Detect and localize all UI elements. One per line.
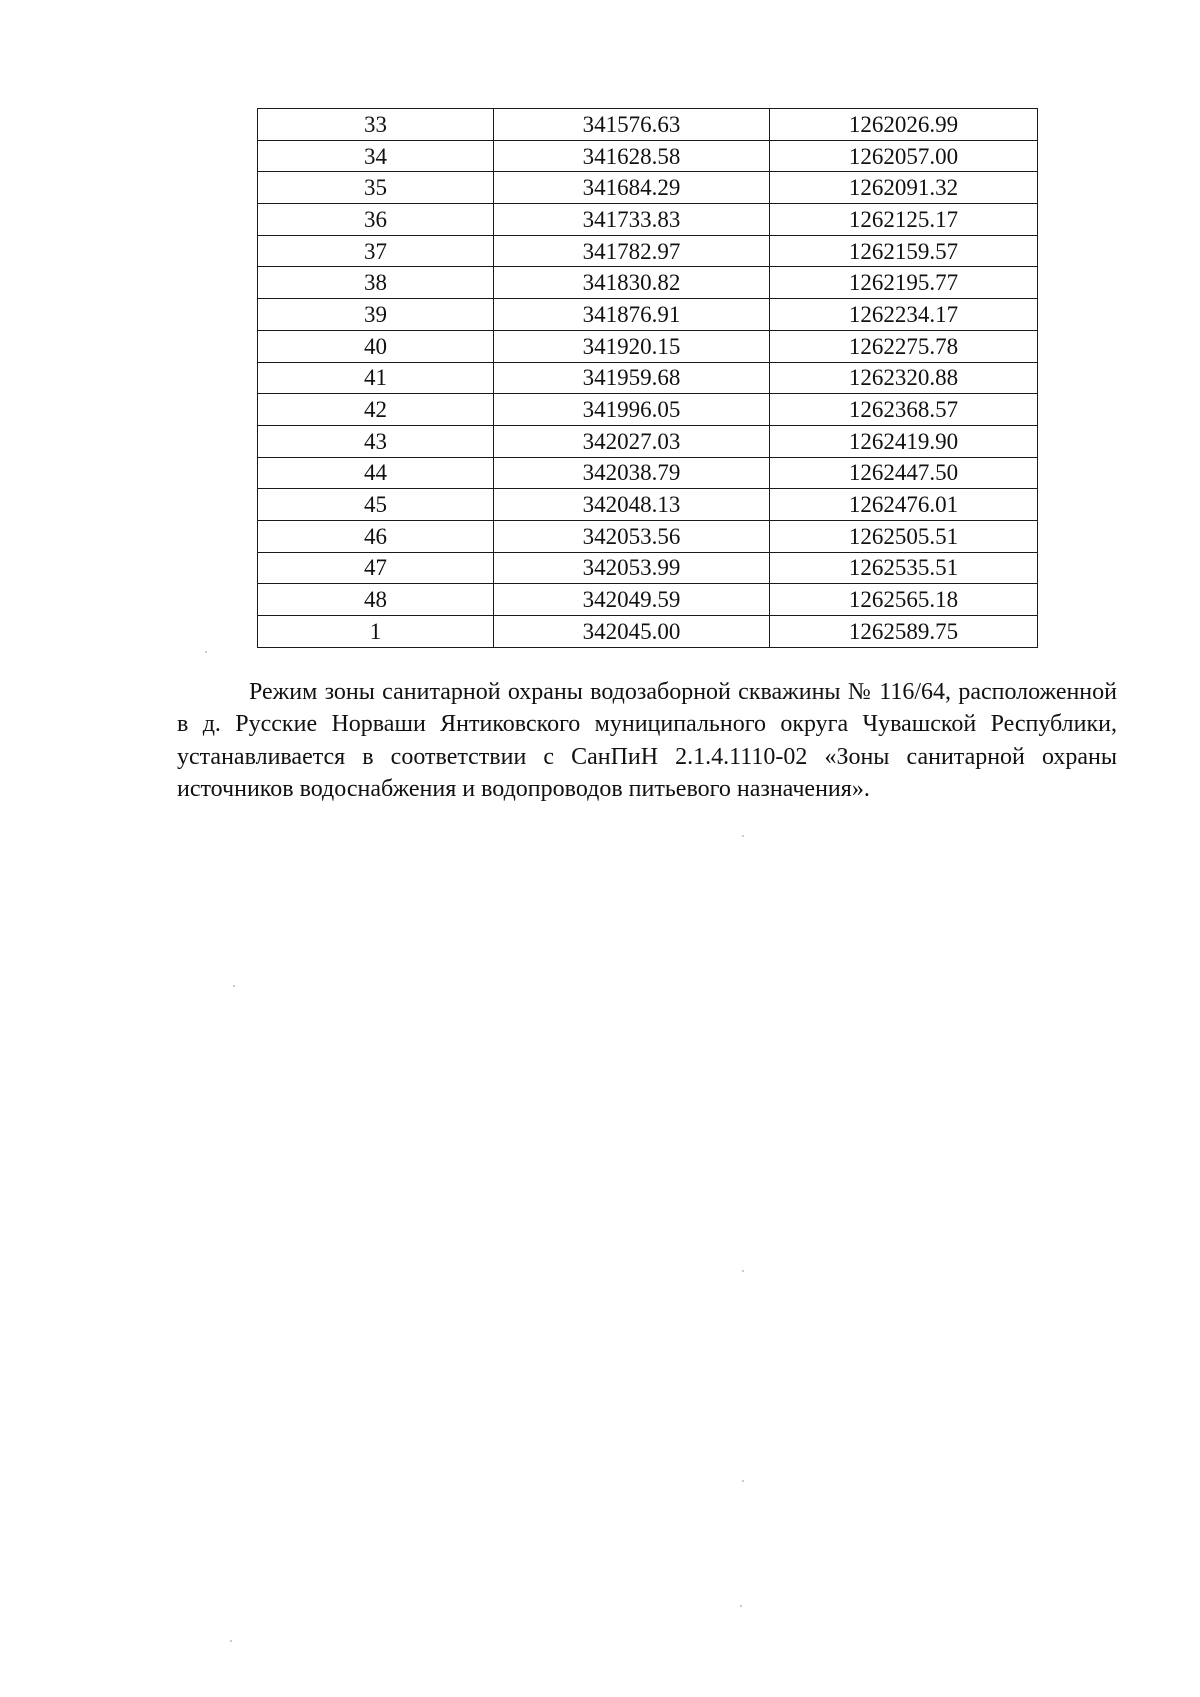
point-number-cell: 46 — [258, 520, 494, 552]
table-row — [258, 584, 1038, 616]
y-coordinate-cell: 1262589.75 — [770, 616, 1038, 648]
table-row — [258, 330, 1038, 362]
x-coordinate-cell: 342027.03 — [494, 425, 770, 457]
scan-speck — [740, 1605, 742, 1607]
y-coordinate-cell: 1262505.51 — [770, 520, 1038, 552]
table-row — [258, 204, 1038, 236]
y-coordinate-cell: 1262535.51 — [770, 552, 1038, 584]
table-row — [258, 457, 1038, 489]
table-row — [258, 299, 1038, 331]
x-coordinate-cell: 341576.63 — [494, 109, 770, 141]
y-coordinate-cell: 1262195.77 — [770, 267, 1038, 299]
point-number-cell: 36 — [258, 204, 494, 236]
x-coordinate-cell: 342053.56 — [494, 520, 770, 552]
table-row — [258, 616, 1038, 648]
table-row — [258, 394, 1038, 426]
point-number-cell: 39 — [258, 299, 494, 331]
x-coordinate-cell: 341876.91 — [494, 299, 770, 331]
x-coordinate-cell: 341830.82 — [494, 267, 770, 299]
scan-speck — [742, 1480, 744, 1482]
sanitary-zone-paragraph: Режим зоны санитарной охраны водозаборной скважины № 116/64, расположенной в д. Русские Норваши Янтиковского муниципального округа Чувашской Республики, устанавливается в соответствии с СанПиН 2.1.4.1110-02 «Зоны санитарной охраны источников водоснабжения и водопроводов питьевого назначения». — [177, 679, 1117, 803]
y-coordinate-cell: 1262125.17 — [770, 204, 1038, 236]
point-number-cell: 38 — [258, 267, 494, 299]
table-row — [258, 109, 1038, 141]
point-number-cell: 35 — [258, 172, 494, 204]
y-coordinate-cell: 1262234.17 — [770, 299, 1038, 331]
table-row — [258, 267, 1038, 299]
y-coordinate-cell: 1262026.99 — [770, 109, 1038, 141]
y-coordinate-cell: 1262275.78 — [770, 330, 1038, 362]
scan-speck — [233, 985, 235, 987]
y-coordinate-cell: 1262476.01 — [770, 489, 1038, 521]
x-coordinate-cell: 341782.97 — [494, 235, 770, 267]
table-row — [258, 235, 1038, 267]
x-coordinate-cell: 341959.68 — [494, 362, 770, 394]
point-number-cell: 43 — [258, 425, 494, 457]
x-coordinate-cell: 342049.59 — [494, 584, 770, 616]
x-coordinate-cell: 342048.13 — [494, 489, 770, 521]
x-coordinate-cell: 342038.79 — [494, 457, 770, 489]
scan-speck — [742, 1270, 744, 1272]
table-row — [258, 172, 1038, 204]
point-number-cell: 33 — [258, 109, 494, 141]
point-number-cell: 42 — [258, 394, 494, 426]
y-coordinate-cell: 1262368.57 — [770, 394, 1038, 426]
x-coordinate-cell: 341920.15 — [494, 330, 770, 362]
scan-speck — [230, 1640, 232, 1642]
table-row — [258, 489, 1038, 521]
coordinates-table-body — [258, 109, 1038, 648]
y-coordinate-cell: 1262159.57 — [770, 235, 1038, 267]
scan-speck — [205, 651, 207, 653]
table-row — [258, 362, 1038, 394]
y-coordinate-cell: 1262057.00 — [770, 140, 1038, 172]
x-coordinate-cell: 342045.00 — [494, 616, 770, 648]
point-number-cell: 47 — [258, 552, 494, 584]
scan-speck — [742, 835, 744, 837]
x-coordinate-cell: 341996.05 — [494, 394, 770, 426]
x-coordinate-cell: 341628.58 — [494, 140, 770, 172]
coordinates-table — [257, 108, 1038, 648]
y-coordinate-cell: 1262565.18 — [770, 584, 1038, 616]
y-coordinate-cell: 1262320.88 — [770, 362, 1038, 394]
table-row — [258, 520, 1038, 552]
point-number-cell: 48 — [258, 584, 494, 616]
point-number-cell: 41 — [258, 362, 494, 394]
x-coordinate-cell: 341684.29 — [494, 172, 770, 204]
y-coordinate-cell: 1262447.50 — [770, 457, 1038, 489]
point-number-cell: 44 — [258, 457, 494, 489]
x-coordinate-cell: 342053.99 — [494, 552, 770, 584]
point-number-cell: 45 — [258, 489, 494, 521]
table-row — [258, 425, 1038, 457]
x-coordinate-cell: 341733.83 — [494, 204, 770, 236]
point-number-cell: 1 — [258, 616, 494, 648]
y-coordinate-cell: 1262419.90 — [770, 425, 1038, 457]
table-row — [258, 552, 1038, 584]
point-number-cell: 37 — [258, 235, 494, 267]
point-number-cell: 34 — [258, 140, 494, 172]
y-coordinate-cell: 1262091.32 — [770, 172, 1038, 204]
point-number-cell: 40 — [258, 330, 494, 362]
table-row — [258, 140, 1038, 172]
